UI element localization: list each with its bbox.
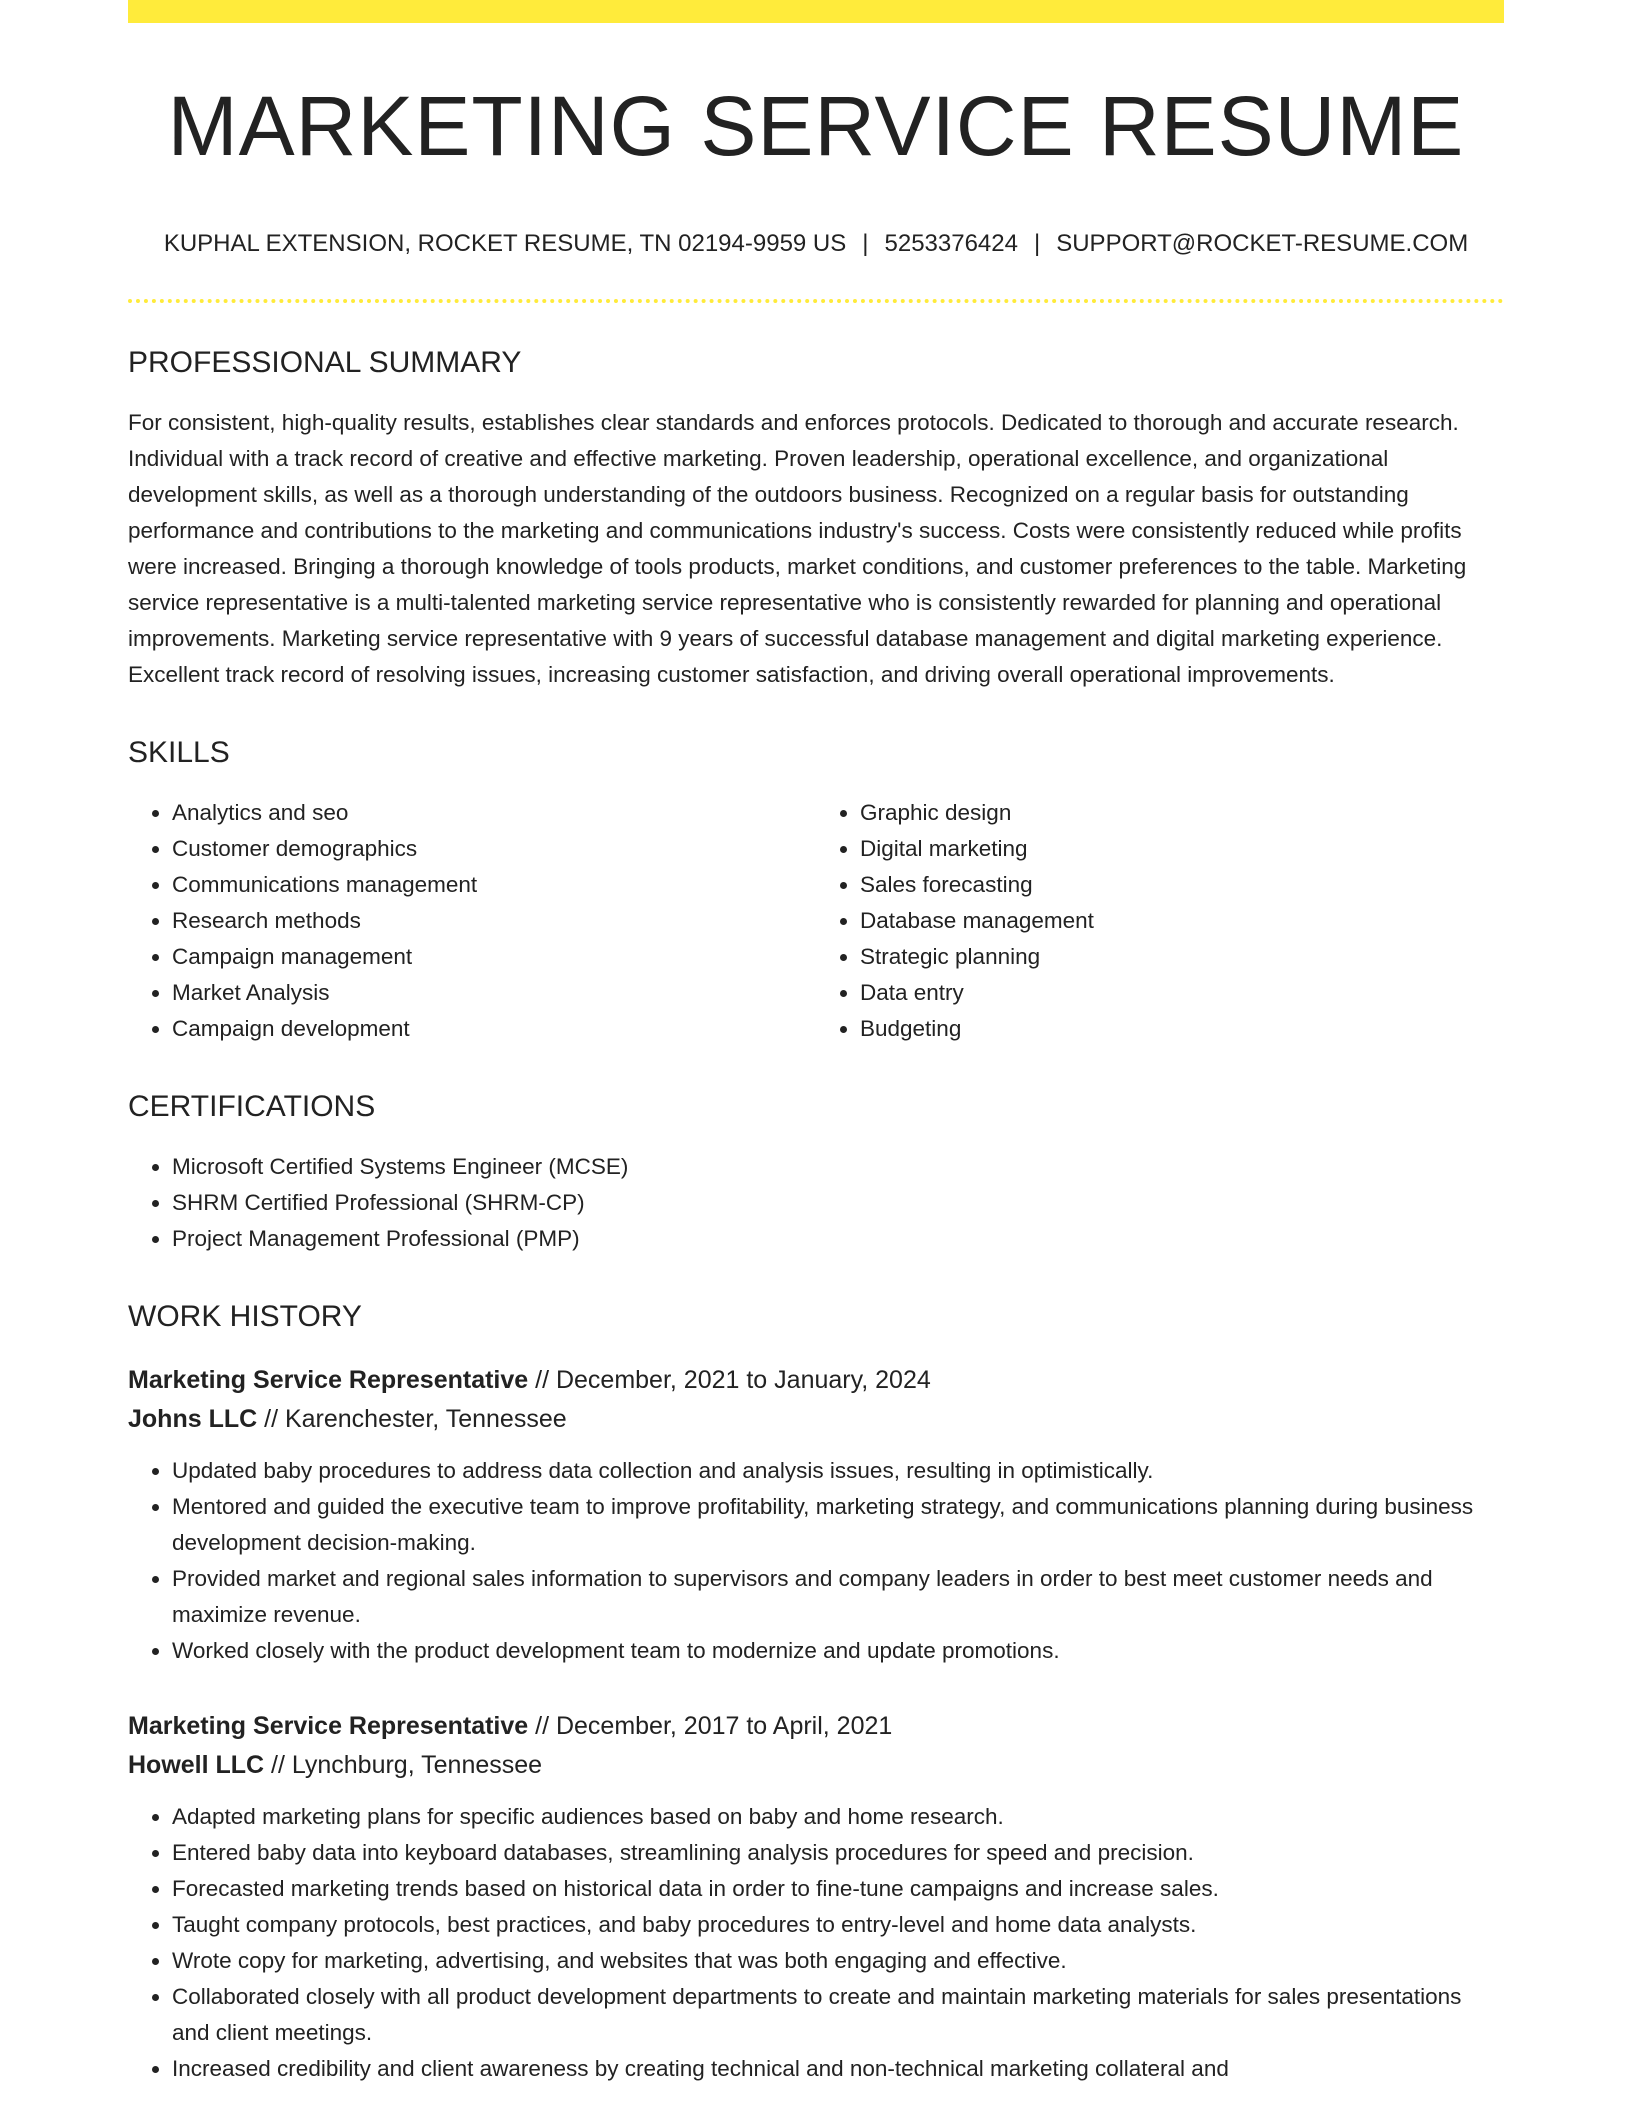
certifications-list: [128, 1149, 1504, 1257]
job-bullet: • Forecasted marketing trends based on historical data in order to fine-tune campaigns and increase sales.: [172, 1871, 1504, 1907]
job-bullet: • Taught company protocols, best practices, and baby procedures to entry-level and home data analysts.: [172, 1907, 1504, 1943]
job-bullet: • Entered baby data into keyboard databases, streamlining analysis procedures for speed and precision.: [172, 1835, 1504, 1871]
job-bullet: • Worked closely with the product development team to modernize and update promotions.: [172, 1633, 1504, 1669]
job-dates: // December, 2021 to January, 2024: [528, 1366, 931, 1395]
job-title-line: [128, 1707, 1504, 1746]
job-dates: // December, 2017 to April, 2021: [528, 1712, 893, 1741]
skill-item: • Research methods: [172, 903, 816, 939]
section-heading-work-history: WORK HISTORY: [128, 1300, 362, 1334]
job-bullet: • Collaborated closely with all product development departments to create and maintain marketing materials for sales presentations and client meetings.: [172, 1979, 1504, 2051]
skill-item: • Budgeting: [860, 1011, 1504, 1047]
contact-email: SUPPORT@ROCKET-RESUME.COM: [1056, 230, 1469, 258]
skill-item: • Strategic planning: [860, 939, 1504, 975]
contact-separator: |: [862, 230, 869, 258]
job-bullet: • Adapted marketing plans for specific audiences based on baby and home research.: [172, 1799, 1504, 1835]
job-entry: [128, 1361, 1504, 1669]
skill-item: • Sales forecasting: [860, 867, 1504, 903]
skill-item: • Analytics and seo: [172, 795, 816, 831]
section-heading-skills: SKILLS: [128, 736, 230, 770]
resume-title: MARKETING SERVICE RESUME: [167, 79, 1465, 173]
skill-item: • Data entry: [860, 975, 1504, 1011]
section-heading-summary: PROFESSIONAL SUMMARY: [128, 346, 522, 380]
resume-page: [128, 0, 1504, 2087]
job-title-line: [128, 1361, 1504, 1400]
job-company-line: [128, 1746, 1504, 1785]
job-title: Marketing Service Representative: [128, 1712, 529, 1741]
contact-address: KUPHAL EXTENSION, ROCKET RESUME, TN 02194-9959 US: [163, 230, 847, 258]
skill-item: • Customer demographics: [172, 831, 816, 867]
skills-columns: [128, 795, 1504, 1047]
job-bullets: [128, 1453, 1504, 1669]
skill-item: • Database management: [860, 903, 1504, 939]
certification-item: • SHRM Certified Professional (SHRM-CP): [172, 1185, 1504, 1221]
job-entry: [128, 1707, 1504, 2087]
section-heading-certifications: CERTIFICATIONS: [128, 1090, 376, 1124]
skill-item: • Digital marketing: [860, 831, 1504, 867]
skill-item: • Campaign development: [172, 1011, 816, 1047]
skills-list-right: [816, 795, 1504, 1047]
summary-text: For consistent, high-quality results, establishes clear standards and enforces protocols. Dedicated to thorough and accurate research. Individual with a track record of creative and effective marketing. Proven leadership, operational excellence, and organizational development skills, as well as a thorough understanding of the outdoors business. Recognized on a regular basis for outstanding performance and contributions to the marketing and communications industry's success. Costs were consistently reduced while profits were increased. Bringing a thorough knowledge of tools products, market conditions, and customer preferences to the table. Marketing service representative is a multi-talented marketing service representative who is consistently rewarded for planning and operational improvements. Marketing service representative with 9 years of successful database management and digital marketing experience. Excellent track record of resolving issues, increasing customer satisfaction, and driving overall operational improvements.: [128, 410, 1467, 688]
contact-line: [128, 230, 1504, 259]
job-bullets: [128, 1799, 1504, 2087]
job-company-line: [128, 1400, 1504, 1439]
skill-item: • Market Analysis: [172, 975, 816, 1011]
contact-separator: |: [1033, 230, 1041, 258]
job-company: Howell LLC: [128, 1751, 265, 1780]
job-bullet: • Mentored and guided the executive team to improve profitability, marketing strategy, and communications planning during business development decision-making.: [172, 1489, 1504, 1561]
contact-phone: 5253376424: [884, 230, 1018, 258]
job-bullet: • Increased credibility and client awareness by creating technical and non-technical marketing collateral and: [172, 2051, 1504, 2087]
job-bullet: • Updated baby procedures to address data collection and analysis issues, resulting in optimistically.: [172, 1453, 1504, 1489]
certification-item: • Project Management Professional (PMP): [172, 1221, 1504, 1257]
skill-item: • Communications management: [172, 867, 816, 903]
job-location: // Lynchburg, Tennessee: [264, 1751, 543, 1780]
job-bullet: • Provided market and regional sales information to supervisors and company leaders in order to best meet customer needs and maximize revenue.: [172, 1561, 1504, 1633]
header-divider: [128, 299, 1504, 303]
skills-list-left: [128, 795, 816, 1047]
top-accent-bar: [128, 0, 1504, 23]
certification-item: • Microsoft Certified Systems Engineer (MCSE): [172, 1149, 1504, 1185]
job-bullet: • Wrote copy for marketing, advertising, and websites that was both engaging and effective.: [172, 1943, 1504, 1979]
skill-item: • Campaign management: [172, 939, 816, 975]
job-location: // Karenchester, Tennessee: [257, 1405, 567, 1434]
job-title: Marketing Service Representative: [128, 1366, 529, 1395]
skill-item: • Graphic design: [860, 795, 1504, 831]
job-company: Johns LLC: [128, 1405, 258, 1434]
